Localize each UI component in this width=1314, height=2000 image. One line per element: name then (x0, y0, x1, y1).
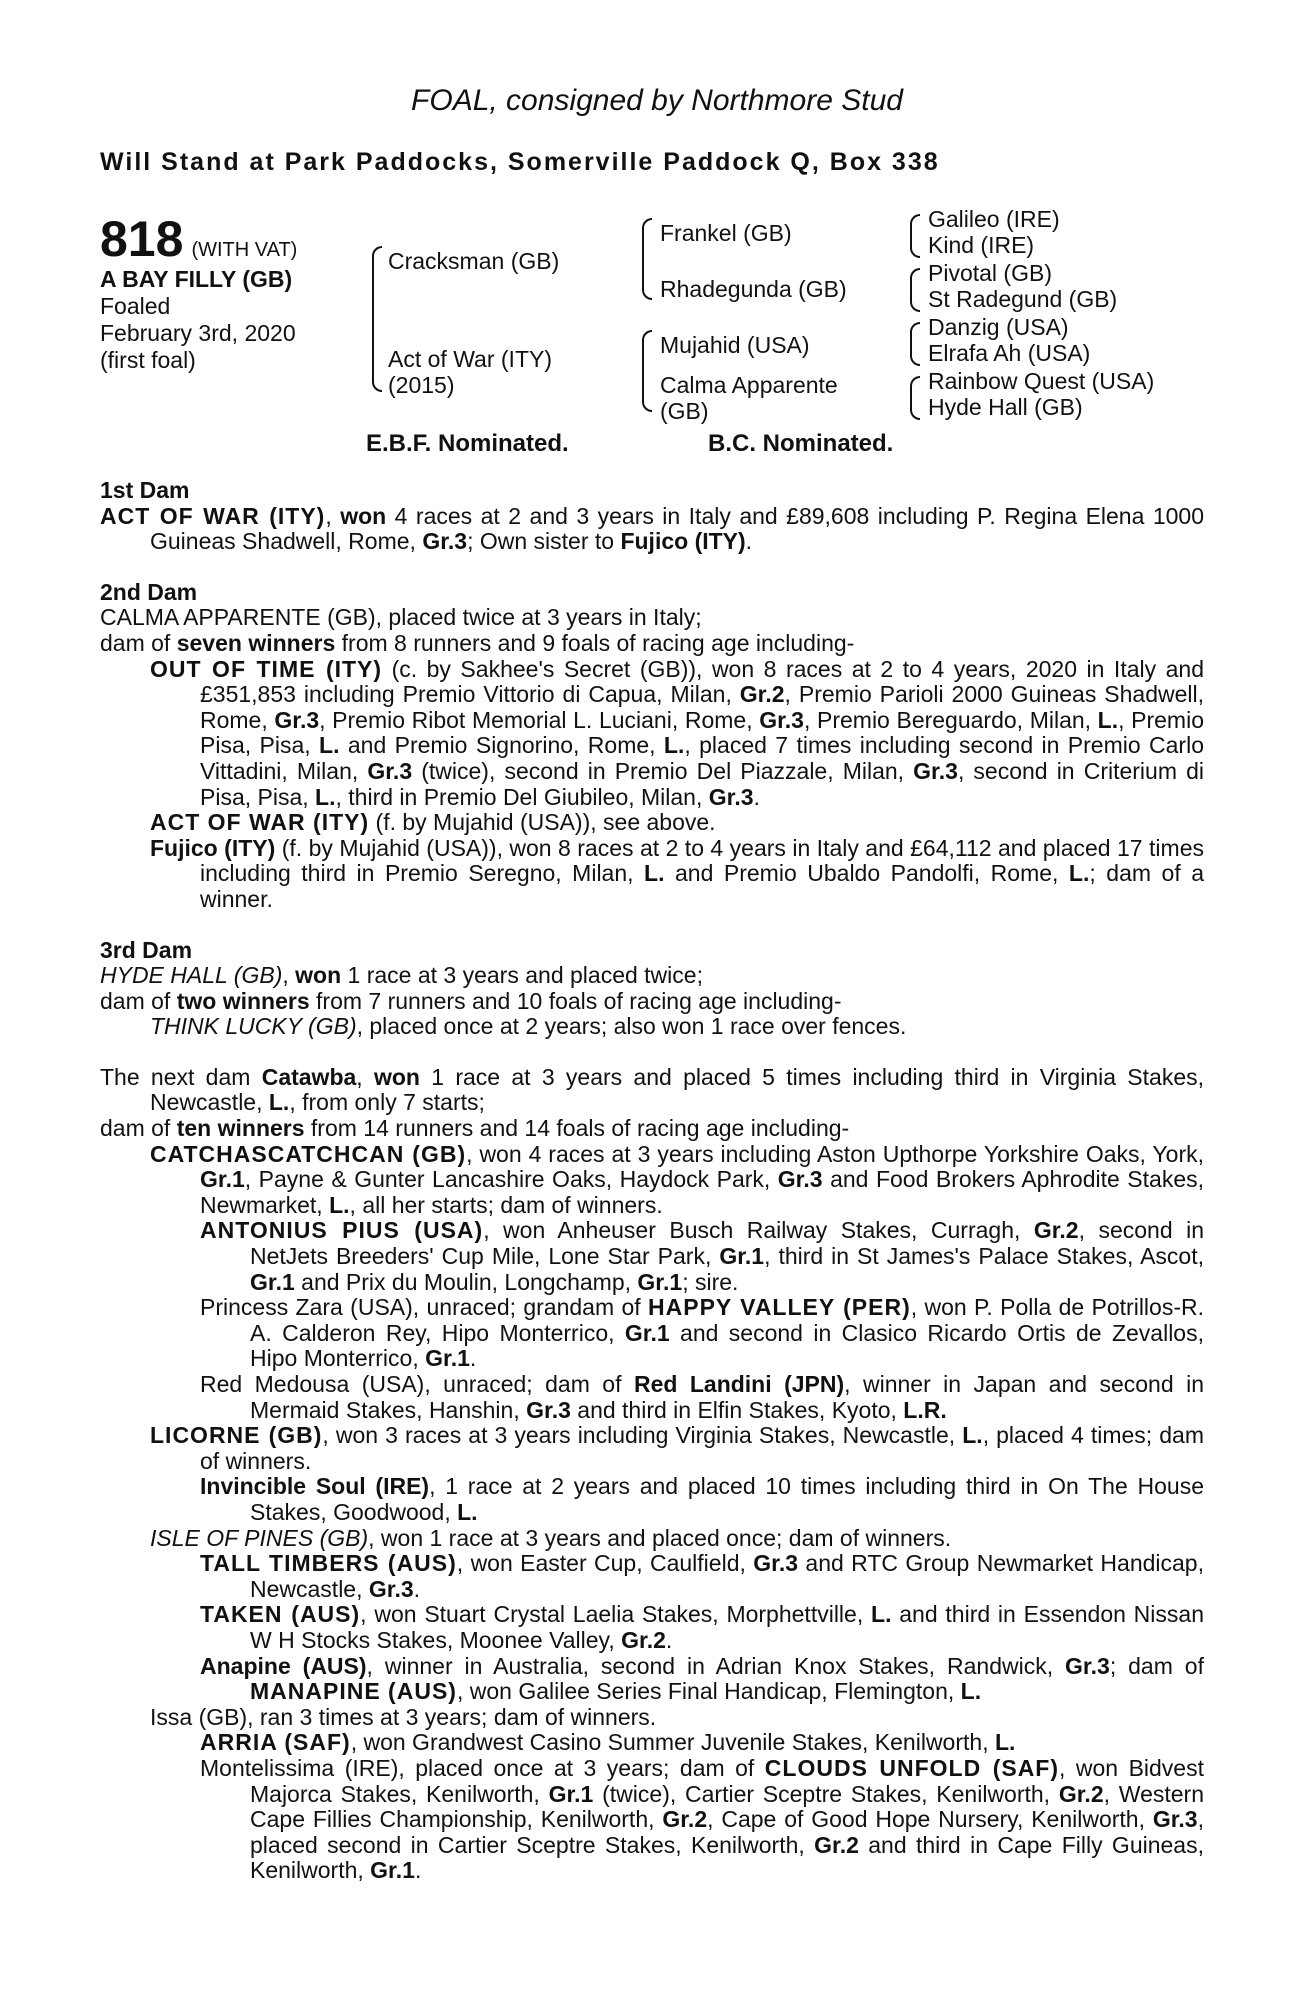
third-dam-text: HYDE HALL (GB), won 1 race at 3 years and placed twice; (100, 962, 703, 989)
pedigree-brace (910, 214, 920, 258)
produce-record (100, 478, 1204, 1884)
pedigree-brace (642, 218, 652, 300)
pedigree-dam: Act of War (ITY) (388, 346, 552, 372)
produce-entry: CATCHASCATCHCAN (GB), won 4 races at 3 years including Aston Upthorpe Yorkshire Oaks, York, Gr.1, Payne & Gunter Lancashire Oaks, Haydock Park, Gr.3 and Food Brokers Aphrodite Stakes, Newmarket, L., all her starts; dam of winners. (150, 1140, 1204, 1218)
produce-entry: TAKEN (AUS), won Stuart Crystal Laelia Stakes, Morphettville, L. and third in Essendon Nissan W H Stocks Stakes, Moonee Valley, Gr.2. (200, 1601, 1204, 1653)
pedigree-brace (372, 246, 382, 392)
lot-number: 818 (100, 211, 184, 267)
second-dam-produce: dam of seven winners from 8 runners and 9 foals of racing age including- (100, 629, 855, 656)
produce-entry: LICORNE (GB), won 3 races at 3 years including Virginia Stakes, Newcastle, L., placed 4 times; dam of winners. (150, 1422, 1204, 1474)
pedigree-sire-sire: Frankel (GB) (660, 220, 792, 246)
produce-entry: Montelissima (IRE), placed once at 3 years; dam of CLOUDS UNFOLD (SAF), won Bidvest Majorca Stakes, Kenilworth, Gr.1 (twice), Cartier Sceptre Stakes, Kenilworth, Gr.2, Western Cape Fillies Championship, Kenilworth, Gr.2, Cape of Good Hope Nursery, Kenilworth, Gr.3, placed second in Cartier Sceptre Stakes, Kenilworth, Gr.2 and third in Cape Filly Guineas, Kenilworth, Gr.1. (200, 1754, 1205, 1884)
pedigree-dss: Danzig (USA) (928, 314, 1069, 340)
pedigree-dam-dam-country: (GB) (660, 398, 709, 424)
pedigree-dds: Rainbow Quest (USA) (928, 368, 1155, 394)
pedigree-dam-dam: Calma Apparente (660, 372, 838, 398)
lot-name: A BAY FILLY (GB) (100, 266, 293, 292)
produce-entry: Anapine (AUS), winner in Australia, second in Adrian Knox Stakes, Randwick, Gr.3; dam of MANAPINE (AUS), won Galilee Series Final Handicap, Flemington, L. (200, 1652, 1204, 1705)
pedigree-sss: Galileo (IRE) (928, 206, 1060, 232)
pedigree-sdd: St Radegund (GB) (928, 286, 1118, 312)
pedigree-brace (910, 376, 920, 420)
second-dam-text: CALMA APPARENTE (GB), placed twice at 3 years in Italy; (100, 604, 702, 631)
next-dam-produce: dam of ten winners from 14 runners and 14 foals of racing age including- (100, 1115, 850, 1142)
produce-entry: ANTONIUS PIUS (USA), won Anheuser Busch Railway Stakes, Curragh, Gr.2, second in NetJets Breeders' Cup Mile, Lone Star Park, Gr.1, third in St James's Palace Stakes, Ascot, Gr.1 and Prix du Moulin, Longchamp, Gr.1; sire. (200, 1217, 1204, 1295)
first-dam-text: ACT OF WAR (ITY), won 4 races at 2 and 3 years in Italy and £89,608 including P. Regina Elena 1000 Guineas Shadwell, Rome, Gr.3; Own sister to Fujico (ITY). (100, 502, 1205, 555)
produce-entry: Invincible Soul (IRE), 1 race at 2 years and placed 10 times including third in On The House Stakes, Goodwood, L. (200, 1473, 1204, 1525)
pedigree-ddd: Hyde Hall (GB) (928, 394, 1083, 420)
produce-entry: TALL TIMBERS (AUS), won Easter Cup, Caulfield, Gr.3 and RTC Group Newmarket Handicap, Newcastle, Gr.3. (200, 1550, 1204, 1602)
pedigree-brace (910, 268, 920, 312)
produce-entry: ISLE OF PINES (GB), won 1 race at 3 years and placed once; dam of winners. (150, 1524, 952, 1551)
pedigree-sire: Cracksman (GB) (388, 248, 560, 274)
produce-entry: Issa (GB), ran 3 times at 3 years; dam of winners. (150, 1703, 657, 1730)
pedigree-sire-dam: Rhadegunda (GB) (660, 276, 847, 302)
lot-note: (first foal) (100, 347, 196, 373)
produce-entry: Fujico (ITY) (f. by Mujahid (USA)), won 8 races at 2 to 4 years in Italy and £64,112 and placed 17 times including third in Premio Seregno, Milan, L. and Premio Ubaldo Pandolfi, Rome, L.; dam of a winner. (150, 834, 1205, 912)
produce-entry: OUT OF TIME (ITY) (c. by Sakhee's Secret (GB)), won 8 races at 2 to 4 years, 2020 in Italy and £351,853 including Premio Vittorio di Capua, Milan, Gr.2, Premio Parioli 2000 Guineas Shadwell, Rome, Gr.3, Premio Ribot Memorial L. Luciani, Rome, Gr.3, Premio Bereguardo, Milan, L., Premio Pisa, Pisa, L. and Premio Signorino, Rome, L., placed 7 times including second in Premio Carlo Vittadini, Milan, Gr.3 (twice), second in Premio Del Piazzale, Milan, Gr.3, second in Criterium di Pisa, Pisa, L., third in Premio Del Giubileo, Milan, Gr.3. (150, 655, 1204, 810)
pedigree-dsd: Elrafa Ah (USA) (928, 340, 1091, 366)
produce-entry: ACT OF WAR (ITY) (f. by Mujahid (USA)), see above. (150, 809, 716, 836)
consignment-title: FOAL, consigned by Northmore Stud (411, 84, 903, 117)
produce-entry: THINK LUCKY (GB), placed once at 2 years; also won 1 race over fences. (150, 1013, 907, 1040)
pedigree-dam-year: (2015) (388, 372, 455, 398)
bc-nominated: B.C. Nominated. (708, 430, 894, 457)
produce-entry: Red Medousa (USA), unraced; dam of Red Landini (JPN), winner in Japan and second in Mermaid Stakes, Hanshin, Gr.3 and third in Elfin Stakes, Kyoto, L.R. (200, 1371, 1204, 1423)
stand-location: Will Stand at Park Paddocks, Somerville Paddock Q, Box 338 (100, 148, 940, 176)
pedigree-brace (642, 330, 652, 412)
second-dam-heading: 2nd Dam (100, 578, 198, 605)
ebf-nominated: E.B.F. Nominated. (366, 430, 569, 457)
produce-entry: ARRIA (SAF), won Grandwest Casino Summer Juvenile Stakes, Kenilworth, L. (200, 1729, 1016, 1756)
third-dam-heading: 3rd Dam (100, 936, 193, 963)
lot-vat: (WITH VAT) (191, 239, 298, 261)
next-dam-text: The next dam Catawba, won 1 race at 3 years and placed 5 times including third in Virginia Stakes, Newcastle, L., from only 7 starts; (100, 1063, 1205, 1116)
produce-entry: Princess Zara (USA), unraced; grandam of HAPPY VALLEY (PER), won P. Polla de Potrillos-R. A. Calderon Rey, Hipo Monterrico, Gr.1 and second in Clasico Ricardo Ortis de Zevallos, Hipo Monterrico, Gr.1. (200, 1294, 1204, 1372)
pedigree-sds: Pivotal (GB) (928, 260, 1052, 286)
lot-foaled: Foaled (100, 293, 171, 319)
pedigree-ssd: Kind (IRE) (928, 232, 1035, 258)
first-dam-heading: 1st Dam (100, 477, 190, 503)
pedigree-dam-sire: Mujahid (USA) (660, 332, 810, 358)
third-dam-produce: dam of two winners from 7 runners and 10 foals of racing age including- (100, 987, 842, 1014)
lot-foal-date: February 3rd, 2020 (100, 320, 296, 346)
pedigree-brace (910, 322, 920, 366)
lot-block (100, 212, 297, 374)
